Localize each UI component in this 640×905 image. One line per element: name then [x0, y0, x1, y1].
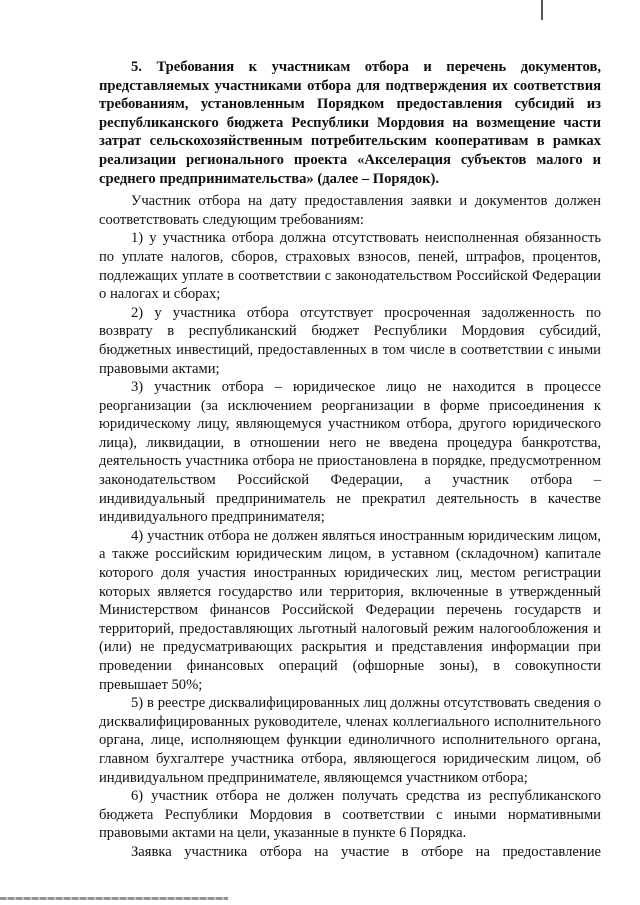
requirement-2: 2) у участника отбора отсутствует просроченная задолженность по возврату в республиканский бюджет Республики Мордовия субсидий, бюджетных инвестиций, предоставленных в том числе в соответствии с иными правовыми актами;	[99, 304, 601, 377]
requirement-6: 6) участник отбора не должен получать средства из республиканского бюджета Республики Мордовия в соответствии с иными нормативными правовыми актами на цели, указанные в пункте 6 Порядка.	[99, 788, 601, 842]
scan-edge-mark	[541, 0, 543, 20]
requirement-1: 1) у участника отбора должна отсутствовать неисполненная обязанность по уплате налогов, сборов, страховых взносов, пеней, штрафов, процентов, подлежащих уплате в соответствии с законодательством Российской Федерации о налогах и сборах;	[99, 230, 601, 303]
requirement-4: 4) участник отбора не должен являться иностранным юридическим лицом, а также российским юридическим лицом, в уставном (складочном) капитале которого доля участия иностранных юридических лиц, местом регистрации которых является государство или территория, включенные в утвержденный Министерством финансов Российской Федерации перечень государств и территорий, предоставляющих льготный налоговый режим налогообложения и (или) не предусматривающих раскрытия и представления информации при проведении финансовых операций (офшорные зоны), в совокупности превышает 50%;	[99, 527, 601, 693]
requirement-3: 3) участник отбора – юридическое лицо не находится в процессе реорганизации (за исключением реорганизации в форме присоединения к юридическому лицу, являющемуся участником отбора, другого юридического лица), ликвидации, в отношении него не введена процедура банкротства, деятельность участника отбора не приостановлена в порядке, предусмотренном законодательством Российской Федерации, а участник отбора – индивидуальный предприниматель не прекратил деятельность в качестве индивидуального предпринимателя;	[99, 379, 601, 526]
document-page	[99, 58, 601, 862]
application-paragraph-start: Заявка участника отбора на участие в отборе на предоставление	[131, 843, 601, 860]
section-heading: 5. Требования к участникам отбора и перечень документов, представляемых участниками отбора для подтверждения их соответствия требованиям, установленным Порядком предоставления субсидий из республиканского бюджета Республики Мордовия на возмещение части затрат сельскохозяйственным потребительским кооперативам в рамках реализации регионального проекта «Акселерация субъектов малого и среднего предпринимательства» (далее – Порядок).	[99, 59, 601, 187]
footer-rule	[0, 897, 228, 900]
requirement-5: 5) в реестре дисквалифицированных лиц должны отсутствовать сведения о дисквалифицированных руководителе, членах коллегиального исполнительного органа, лице, исполняющем функции единоличного исполнительного органа, главном бухгалтере участника отбора, являющегося юридическим лицом, об индивидуальном предпринимателе, являющемся участником отбора;	[99, 695, 601, 786]
intro-paragraph: Участник отбора на дату предоставления заявки и документов должен соответствовать следующим требованиям:	[99, 193, 601, 228]
